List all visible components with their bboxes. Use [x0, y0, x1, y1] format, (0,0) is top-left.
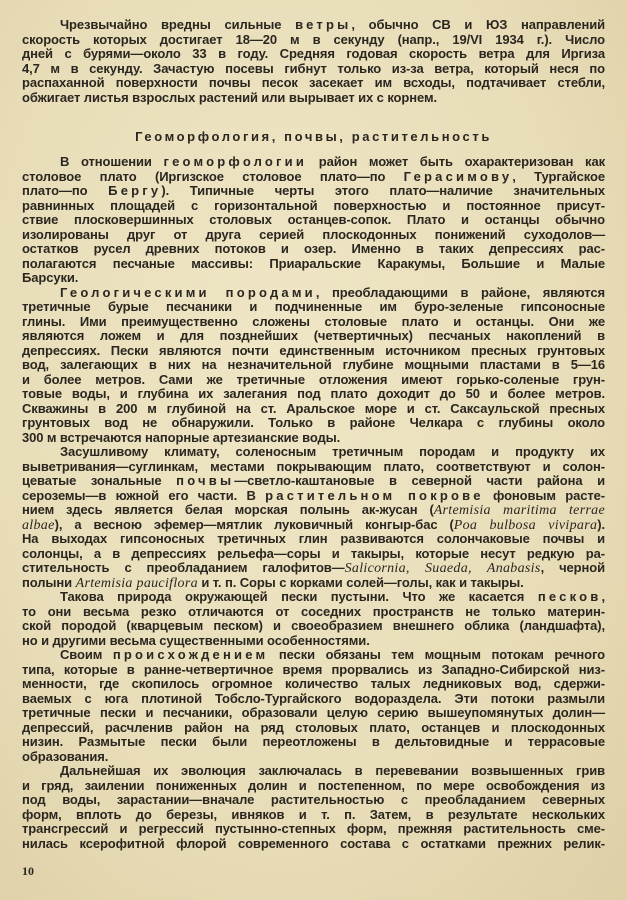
text-line — [22, 257, 605, 272]
text-run: являются ложем и для позднейших (четвертичных) песчаных накоплений в — [22, 328, 605, 343]
text-line — [22, 315, 605, 330]
text-run: полыни — [22, 574, 76, 590]
text-run: —светло-каштановые в северной части района и — [234, 473, 605, 488]
text-line — [22, 706, 605, 721]
text-run: , — [601, 589, 605, 604]
text-run: цеватые зональные — [22, 473, 177, 488]
text-run: третичные бурые песчаники и подчиненные им буро-зеленые гипсоносные — [22, 299, 605, 314]
text-run: В отношении — [60, 154, 164, 169]
text-line — [22, 503, 605, 518]
text-run: равнинных площадей с горизонтальной поверхностью и постоянное присут- — [22, 197, 605, 213]
text-line — [22, 764, 605, 779]
text-run: форм, вплоть до березы, ивняков и т. п. Затем, в результате нескольких — [22, 806, 605, 822]
text-line — [22, 242, 605, 257]
text-run: депрессий, расчленив район на ряд столовых плато, останцев и плоскодонных — [22, 719, 605, 735]
text-line — [22, 590, 605, 605]
text-run: третичные пески и песчаники, образовали целую серию вышеупомянутых долин— — [22, 705, 605, 720]
text-run: ), а весною эфемер—мятлик луковичный конгыр-бас ( — [54, 516, 454, 532]
text-run: Скважины в 200 м глубиной на ст. Аральское море и ст. Саксаульской пресных — [22, 400, 605, 416]
latin-term: albae — [22, 517, 55, 533]
text-line — [22, 170, 605, 185]
body-text-block — [22, 155, 605, 851]
text-run: район может быть охарактеризован как — [307, 154, 605, 169]
paragraph — [22, 648, 605, 764]
intro-paragraph-block — [22, 18, 605, 105]
text-run: Чрезвычайно вредны сильные — [60, 17, 296, 32]
text-run: , черной — [540, 560, 606, 575]
text-line — [22, 750, 605, 765]
text-line — [22, 431, 605, 446]
text-run: солонцы, а в депрессиях рельефа—соры и такыры, которые несут редкую ра- — [22, 545, 605, 561]
text-line — [22, 155, 605, 170]
text-run: остатков русел древних потоков и озер. Именно в таких депрессиях рас- — [22, 241, 605, 256]
text-run: под воды, зарастании—вначале растительностью с преобладанием северных — [22, 792, 605, 807]
text-run: ). Типичные черты этого плато—наличие значительных — [161, 183, 605, 198]
text-run: ). — [597, 516, 606, 532]
paragraph — [22, 155, 605, 286]
text-run: грунтовых вод не обнаружили. Только в районе Челкара с глубины около — [22, 415, 605, 430]
emphasized-term: ветры — [295, 17, 352, 32]
text-line — [22, 18, 605, 33]
emphasized-term: Бергу — [108, 183, 162, 198]
text-run: и гряд, заилении пониженных долин и постепенном, по мере освобождения из — [22, 777, 605, 793]
text-run: полагаются песчаные массивы: Приаральские Каракумы, Большие и Малые — [22, 255, 605, 271]
paragraph — [22, 590, 605, 648]
text-run: обжигает листья взрослых растений или вырывает их с корнем. — [22, 89, 437, 105]
text-line — [22, 344, 605, 359]
text-run: стительность с преобладанием галофитов— — [22, 560, 345, 575]
text-line — [22, 561, 605, 576]
text-run: трансгрессий и регрессий пустынно-степных форм, прежняя растительность сме- — [22, 821, 605, 836]
emphasized-term: геоморфологии — [163, 154, 308, 169]
text-line — [22, 663, 605, 678]
paragraph — [22, 764, 605, 851]
text-run: сероземы—в южной его части. В — [22, 487, 266, 503]
text-run: Барсуки. — [22, 270, 79, 285]
text-line — [22, 91, 605, 106]
text-run: нием здесь является белая морская полынь ак-жусан ( — [22, 502, 434, 517]
emphasized-term: происхождением — [112, 647, 269, 662]
text-run: фоновым расте- — [483, 487, 605, 503]
text-run: ской породой (кварцевым песком) и своеобразием внешнего облика (ландшафта), — [22, 618, 605, 633]
latin-term: Artemisia pauciflora — [75, 575, 198, 591]
text-line — [22, 329, 605, 344]
text-run: 300 м встречаются напорные артезианские воды. — [22, 429, 341, 445]
text-run: но и другими весьма существенными особенностями. — [22, 632, 370, 648]
emphasized-term: Герасимову — [403, 168, 513, 184]
text-run: , обычно СВ и ЮЗ направлений — [351, 17, 605, 32]
text-run: образования. — [22, 748, 109, 764]
text-run: Засушливому климату, соленосным третичным породам и продукту их — [60, 444, 605, 459]
paragraph — [22, 286, 605, 446]
text-run: менности, где скопилось огромное количество талых ледниковых вод, сдержи- — [22, 676, 605, 691]
text-line — [22, 692, 605, 707]
emphasized-term: почвы — [176, 473, 235, 488]
text-run: депрессиях. Пески являются почти единственным источником пресных грунтовых — [22, 342, 605, 358]
text-line — [22, 518, 605, 533]
text-line — [22, 62, 605, 77]
text-line — [22, 402, 605, 417]
text-run: Такова природа окружающей пески пустыни. Что же касается — [60, 589, 538, 604]
text-line — [22, 808, 605, 823]
text-line — [22, 735, 605, 750]
text-line — [22, 373, 605, 388]
text-run: скорость которых достигает 18—20 м в секунду (напр., 19/VI 1934 г.). Число — [22, 31, 605, 47]
text-line — [22, 387, 605, 402]
text-run: вод, залегающих в них на незначительной глубине мощными пластами в 5—16 — [22, 357, 605, 372]
emphasized-term: Геологическими породами — [60, 284, 316, 300]
text-line — [22, 300, 605, 315]
latin-term: Salicornia, Suaeda, Anabasis — [344, 561, 541, 576]
text-run: нилась ксерофитной флорой современного состава с остатками прежних релик- — [22, 835, 605, 851]
text-run: 4,7 м в секунду. Зачастую посевы гибнут только из-за ветра, который неся по — [22, 60, 605, 76]
text-line — [22, 619, 605, 634]
latin-term: Artemisia maritima terrae — [433, 503, 605, 518]
text-run: глины. Ими преимущественно сложены столовые плато и останцы. Они же — [22, 313, 605, 329]
text-line — [22, 47, 605, 62]
text-line — [22, 445, 605, 460]
text-run: ваемых с юга плотиной Тобсло-Тургайского водораздела. Эти потоки размыли — [22, 690, 605, 706]
text-run: то они весьма резко отличаются от соседних пространств не только материн- — [22, 603, 605, 619]
text-line — [22, 213, 605, 228]
text-run: выветривания—суглинкам, местами покрывающим плато, соответствуют и солон- — [22, 458, 605, 474]
page-number: 10 — [22, 864, 34, 878]
text-line — [22, 271, 605, 286]
text-line — [22, 286, 605, 301]
text-line — [22, 605, 605, 620]
text-run: и более метров. Сами же третичные отложения имеют горько-соленые грун- — [22, 371, 605, 387]
text-run: ствие плосковершинных столовых останцев-сопок. Плато и останцы обычно — [22, 212, 605, 227]
text-run: , Тургайское — [512, 168, 605, 184]
text-run: распаханной поверхности почвы песок засекает им всходы, подтачивает стебли, — [22, 75, 605, 90]
text-line — [22, 779, 605, 794]
text-line — [22, 677, 605, 692]
text-line — [22, 547, 605, 562]
text-line — [22, 358, 605, 373]
text-line — [22, 184, 605, 199]
text-run: товые воды, и глубина их залегания под плато доходит до 50 и более метров. — [22, 386, 605, 401]
text-run: типа, которые в ранне-четвертичное время прорвались из Западно-Сибирской низ- — [22, 661, 605, 677]
latin-term: Poa bulbosa vivipara — [453, 517, 598, 533]
text-run: и т. п. Соры с корками солей—голы, как и такыры. — [197, 574, 524, 590]
text-line — [22, 416, 605, 431]
text-run: низин. Размытые пески были переотложены в дельтовидные и террасовые — [22, 734, 605, 749]
text-run: На выходах гипсоносных третичных глин развиваются солончаковые почвы и — [22, 531, 605, 546]
text-run: пески обязаны тем мощным потокам речного — [268, 647, 605, 662]
text-run: Дальнейшая их эволюция заключалась в перевевании возвышенных грив — [60, 763, 605, 778]
text-run: Своим — [60, 647, 113, 662]
text-line — [22, 721, 605, 736]
text-line — [22, 822, 605, 837]
text-line — [22, 228, 605, 243]
text-line — [22, 634, 605, 649]
text-line — [22, 489, 605, 504]
text-line — [22, 33, 605, 48]
text-line — [22, 460, 605, 475]
text-run: столовое плато (Иргизское столовое плато—по — [22, 168, 404, 184]
text-line — [22, 474, 605, 489]
text-line — [22, 532, 605, 547]
section-heading: Геоморфология, почвы, растительность — [135, 129, 492, 144]
emphasized-term: песков — [537, 589, 602, 604]
text-line — [22, 576, 605, 591]
text-line — [22, 199, 605, 214]
text-line — [22, 648, 605, 663]
emphasized-term: растительном покрове — [265, 487, 484, 503]
paragraph — [22, 18, 605, 105]
text-run: изолированы друг от друга серией плоскодонных понижений суходолов— — [22, 226, 605, 242]
text-run: дней с бурями—около 33 в году. Средняя годовая скорость ветра для Иргиза — [22, 46, 605, 61]
text-run: , преобладающими в районе, являются — [315, 284, 605, 300]
text-line — [22, 793, 605, 808]
text-line — [22, 76, 605, 91]
text-run: плато—по — [22, 183, 109, 198]
text-line — [22, 837, 605, 852]
paragraph — [22, 445, 605, 590]
